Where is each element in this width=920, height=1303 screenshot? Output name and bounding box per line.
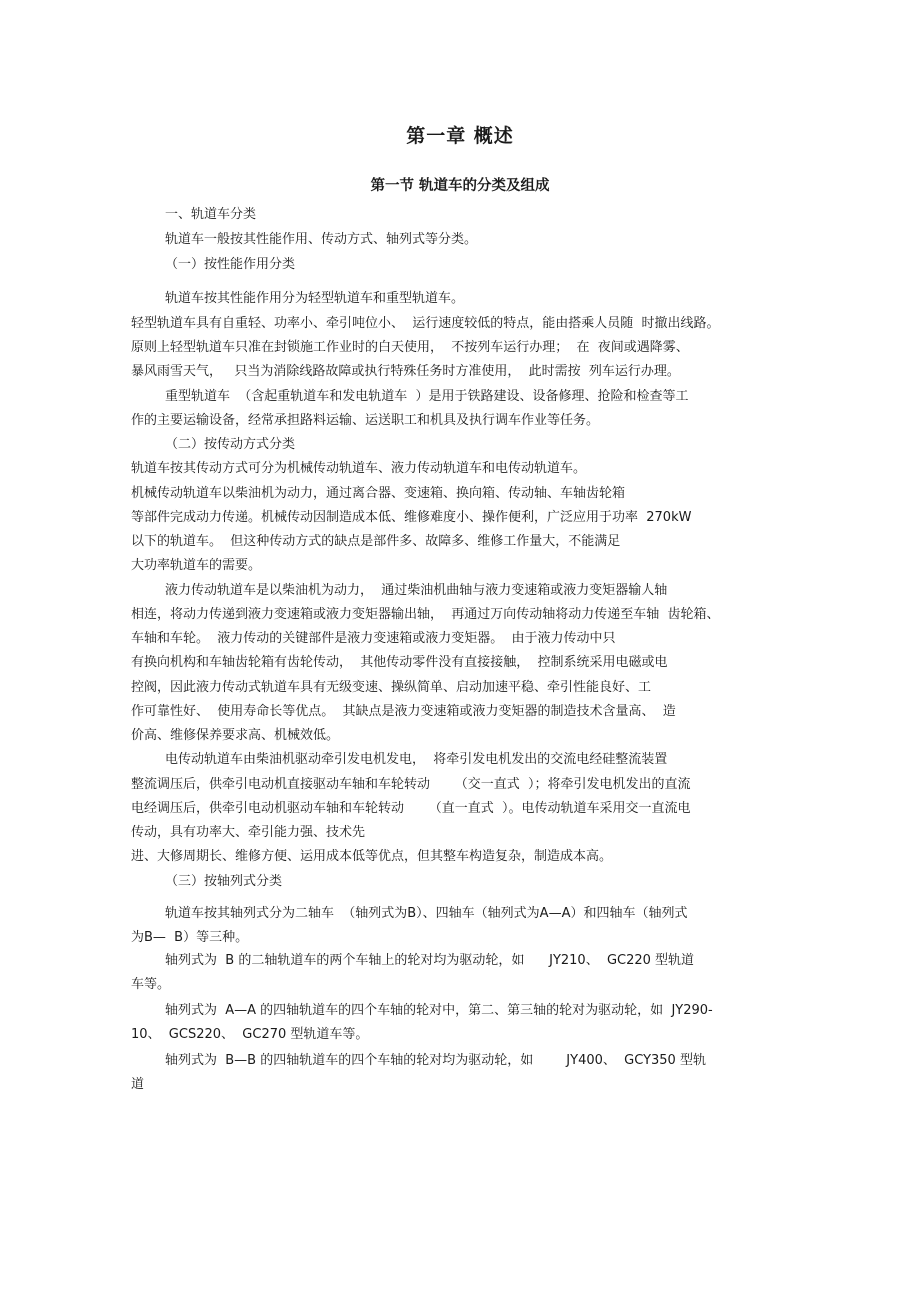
- text-line: 液力传动轨道车是以柴油机为动力， 通过柴油机曲轴与液力变速箱或液力变矩器输人轴: [165, 583, 668, 598]
- text-line: 相连，将动力传递到液力变速箱或液力变矩器输出轴， 再通过万向传动轴将动力传递至车轴 齿轮箱、: [131, 607, 720, 622]
- text-line: 电传动轨道车由柴油机驱动牵引发电机发电， 将牵引发电机发出的交流电经硅整流装置: [165, 752, 668, 767]
- text-line: 一、轨道车分类: [165, 207, 257, 222]
- text-line: 轨道车一般按其性能作用、传动方式、轴列式等分类。: [165, 232, 478, 247]
- section-title: 第一节 轨道车的分类及组成: [370, 178, 550, 194]
- text-line: 车等。: [131, 977, 171, 992]
- text-line: 价高、维修保养要求高、机械效低。: [131, 728, 340, 743]
- text-line: 为B— B）等三种。: [131, 930, 249, 945]
- text-line: 重型轨道车 （含起重轨道车和发电轨道车 ）是用于铁路建设、设备修理、抢险和检查等工: [165, 389, 689, 404]
- text-line: 机械传动轨道车以柴油机为动力，通过离合器、变速箱、换向箱、传动轴、车轴齿轮箱: [131, 486, 626, 501]
- text-line: 10、 GCS220、 GC270 型轨道车等。: [131, 1027, 369, 1042]
- text-line: 整流调压后，供牵引电动机直接驱动车轴和车轮转动 （交一直式 ）；将牵引发电机发出的直流: [131, 777, 691, 792]
- text-line: 轴列式为 B 的二轴轨道车的两个车轴上的轮对均为驱动轮，如 JY210、 GC220 型轨道: [165, 953, 695, 968]
- chapter-title: 第一章 概述: [406, 125, 514, 147]
- text-line: 大功率轨道车的需要。: [131, 558, 262, 573]
- text-line: 电经调压后，供牵引电动机驱动车轴和车轮转动 （直一直式 ）。电传动轨道车采用交一直流电: [131, 801, 691, 816]
- text-line: 控阀，因此液力传动式轨道车具有无级变速、操纵简单、启动加速平稳、牵引性能良好、工: [131, 680, 652, 695]
- text-line: 轻型轨道车具有自重轻、功率小、牵引吨位小、 运行速度较低的特点，能由搭乘人员随 时撤出线路。: [131, 316, 720, 331]
- text-line: 车轴和车轮。 液力传动的关键部件是液力变速箱或液力变矩器。 由于液力传动中只: [131, 631, 616, 646]
- text-line: （一）按性能作用分类: [165, 257, 296, 272]
- text-line: 轴列式为 B—B 的四轴轨道车的四个车轴的轮对均为驱动轮，如 JY400、 GCY350 型轨: [165, 1053, 706, 1068]
- text-line: 传动，具有功率大、牵引能力强、技术先: [131, 825, 366, 840]
- text-line: 作的主要运输设备，经常承担路料运输、运送职工和机具及执行调车作业等任务。: [131, 413, 600, 428]
- text-line: 有换向机构和车轴齿轮箱有齿轮传动， 其他传动零件没有直接接触， 控制系统采用电磁或电: [131, 655, 668, 670]
- text-line: 等部件完成动力传递。机械传动因制造成本低、维修难度小、操作便利，广泛应用于功率 270kW: [131, 510, 692, 525]
- text-line: 暴风雨雪天气， 只当为消除线路故障或执行特殊任务时方准使用， 此时需按 列车运行办理。: [131, 364, 680, 379]
- text-line: （三）按轴列式分类: [165, 874, 283, 889]
- text-line: 轨道车按其轴列式分为二轴车 （轴列式为B）、四轴车（轴列式为A—A）和四轴车（轴列式: [165, 906, 688, 921]
- text-line: 以下的轨道车。 但这种传动方式的缺点是部件多、故障多、维修工作量大，不能满足: [131, 534, 621, 549]
- text-line: 轨道车按其性能作用分为轻型轨道车和重型轨道车。: [165, 291, 465, 306]
- text-line: 轴列式为 A—A 的四轴轨道车的四个车轴的轮对中，第二、第三轴的轮对为驱动轮，如 JY290-: [165, 1003, 713, 1018]
- text-line: 进、大修周期长、维修方便、运用成本低等优点，但其整车构造复杂，制造成本高。: [131, 849, 613, 864]
- text-line: 原则上轻型轨道车只准在封锁施工作业时的白天使用， 不按列车运行办理； 在 夜间或遇降雾、: [131, 340, 689, 355]
- text-line: 轨道车按其传动方式可分为机械传动轨道车、液力传动轨道车和电传动轨道车。: [131, 461, 587, 476]
- text-line: 作可靠性好、 使用寿命长等优点。 其缺点是液力变速箱或液力变矩器的制造技术含量高、 造: [131, 704, 676, 719]
- text-line: 道: [131, 1077, 145, 1092]
- text-line: （二）按传动方式分类: [165, 437, 296, 452]
